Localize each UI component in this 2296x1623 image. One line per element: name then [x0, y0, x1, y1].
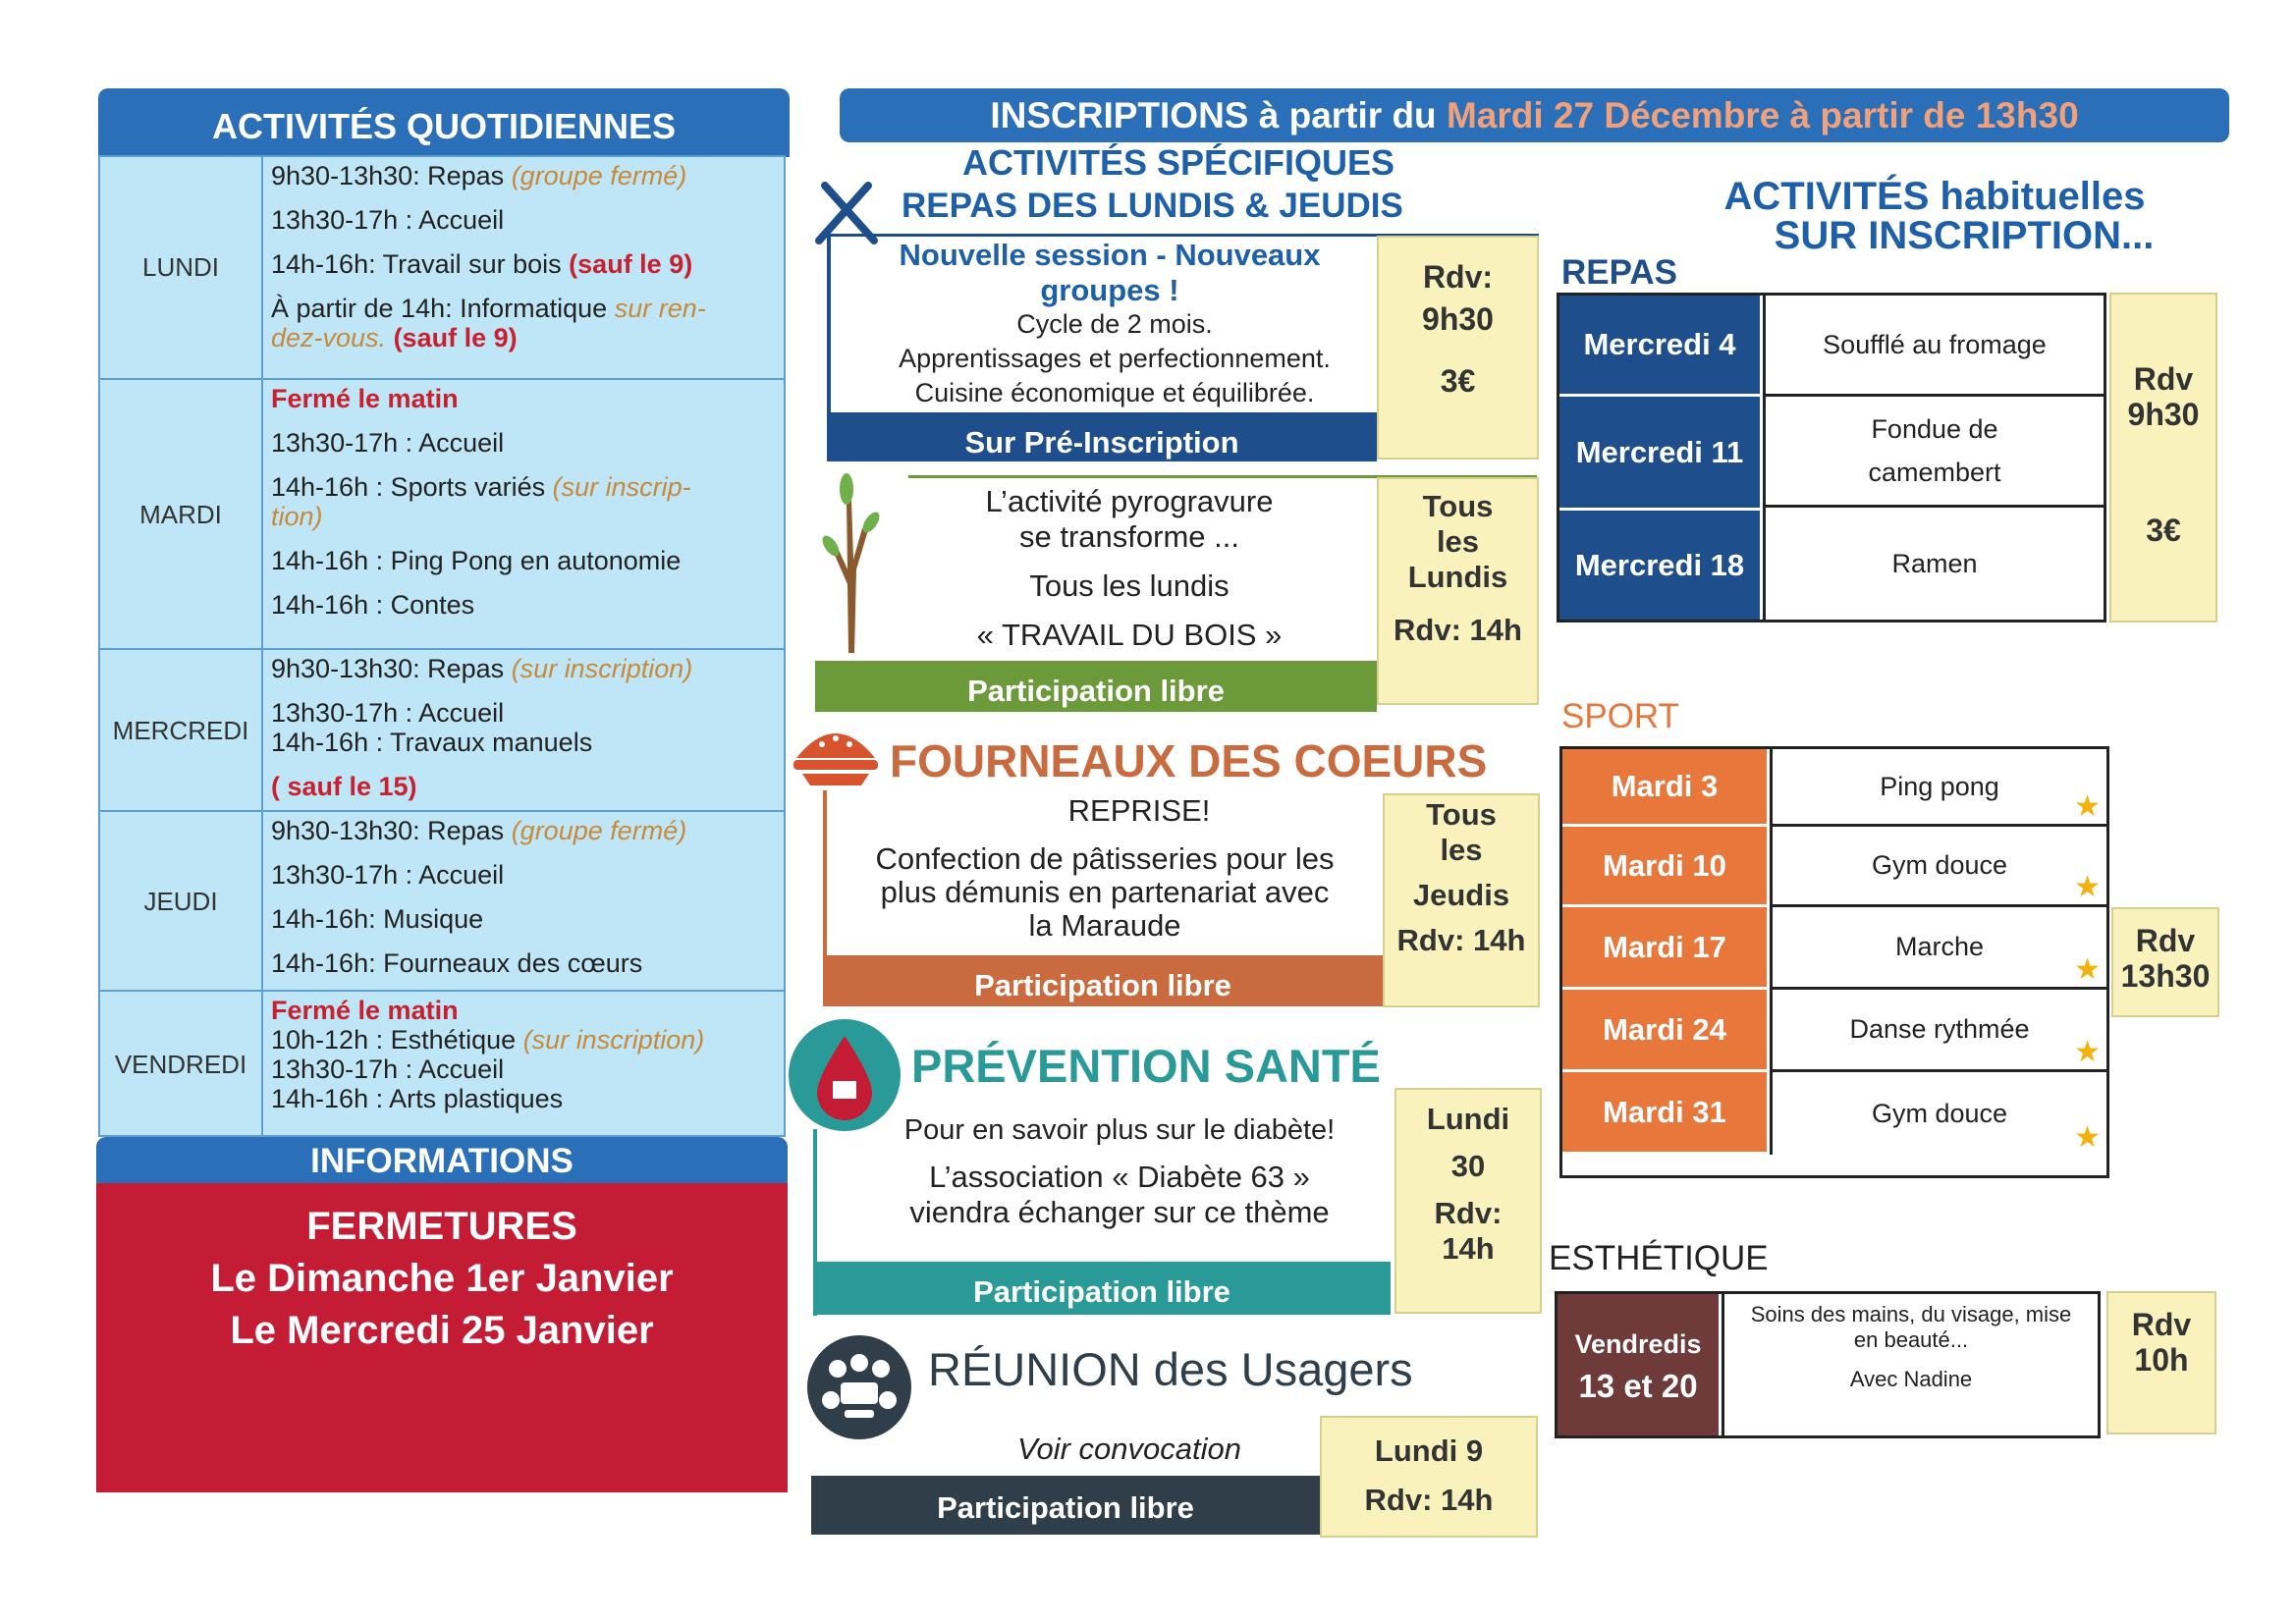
repas-subtitle: Nouvelle session - Nouveaux groupes !: [899, 238, 1321, 307]
repas-title: REPAS DES LUNDIS & JEUDIS: [902, 187, 1403, 225]
esthetique-rdv-box: Rdv 10h: [2106, 1291, 2216, 1434]
schedule-note: (groupe fermé): [511, 161, 687, 190]
day-row-mercredi: [100, 648, 784, 812]
esthetique-label: ESTHÉTIQUE: [1549, 1239, 1769, 1277]
schedule-note: tion): [271, 502, 323, 531]
meeting-icon: [805, 1333, 913, 1441]
pie-icon: [791, 719, 881, 787]
fermeture-line: Le Mercredi 25 Janvier: [230, 1309, 654, 1352]
schedule-exception: (sauf le 9): [569, 249, 693, 279]
sport-activity: Gym douce: [1871, 1098, 2008, 1128]
fourneaux-rdv-box: Tous les Jeudis Rdv: 14h: [1383, 793, 1540, 1007]
reunion-title: RÉUNION des Usagers: [928, 1343, 1413, 1395]
bois-rdv-box: Tous les Lundis Rdv: 14h: [1377, 477, 1539, 705]
star-icon: ★: [2074, 1121, 2101, 1154]
day-lines: [271, 992, 778, 1137]
schedule-line: [271, 654, 778, 683]
sport-activity: Danse rythmée: [1849, 1014, 2030, 1044]
schedule-line: [271, 904, 778, 934]
day-lines: [271, 380, 778, 650]
day-row-mardi: [100, 378, 784, 650]
repas-day-cell: Mercredi 11: [1559, 397, 1760, 508]
repas-description: Cycle de 2 mois. Apprentissages et perfectionnement. Cuisine économique et équilibrée.: [899, 309, 1331, 407]
repas-rdv-box: Rdv: 9h30 3€: [1377, 236, 1539, 460]
inscriptions-banner: [840, 88, 2229, 142]
schedule-exception: Fermé le matin: [271, 384, 459, 413]
schedule-line: [271, 948, 778, 978]
banner-date: Mardi 27 Décembre à partir de 13h30: [1446, 95, 2079, 135]
schedule-text: 9h30-13h30: Repas: [271, 161, 512, 190]
schedule-line: [271, 860, 778, 890]
sport-item-cell: [1770, 1072, 2106, 1155]
schedule-note: (sur inscrip-: [552, 472, 691, 502]
schedule-line: [271, 698, 778, 728]
day-label: MERCREDI: [100, 650, 263, 812]
schedule-line: [271, 428, 778, 458]
day-lines: [271, 812, 778, 992]
star-icon: ★: [2074, 871, 2101, 903]
repas-label: REPAS: [1561, 253, 1677, 292]
repas-day-cell: Mercredi 18: [1559, 511, 1760, 620]
schedule-line: [271, 728, 778, 757]
schedule-exception: (sauf le 9): [393, 323, 518, 352]
bois-bar: Participation libre: [815, 661, 1377, 712]
sport-day-cell: Mardi 24: [1562, 990, 1767, 1072]
schedule-note: (sur inscription): [522, 1025, 705, 1055]
schedule-line: [271, 1084, 778, 1113]
fourneaux-reprise: REPRISE!: [1067, 793, 1211, 828]
star-icon: ★: [2074, 1036, 2101, 1068]
schedule-line: [271, 161, 778, 190]
reunion-rdv-box: Lundi 9 Rdv: 14h: [1320, 1416, 1538, 1538]
schedule-text: 9h30-13h30: Repas: [271, 816, 512, 845]
schedule-line: [271, 502, 778, 531]
specific-activities-title: ACTIVITÉS SPÉCIFIQUES: [961, 142, 1395, 183]
schedule-line: [271, 205, 778, 235]
day-lines: [271, 157, 778, 378]
star-icon: ★: [2074, 790, 2101, 823]
fourneaux-description: Confection de pâtisseries pour les plus démunis en partenariat avec la Maraude: [875, 841, 1335, 943]
branch-icon: [817, 461, 886, 658]
schedule-line: [271, 1025, 778, 1055]
fermeture-line: Le Dimanche 1er Janvier: [210, 1257, 674, 1300]
sport-activity: Gym douce: [1871, 850, 2008, 880]
day-row-jeudi: [100, 810, 784, 992]
sport-day-cell: Mardi 31: [1562, 1072, 1767, 1155]
fermetures-box: [96, 1183, 788, 1492]
schedule-text: 9h30-13h30: Repas: [271, 654, 512, 683]
bois-description: L’activité pyrogravure se transforme ... Tous les lundis « TRAVAIL DU BOIS »: [976, 484, 1283, 652]
schedule-text: 13h30-17h : Accueil: [271, 1055, 505, 1084]
prevention-rdv-box: Lundi 30 Rdv: 14h: [1394, 1088, 1542, 1314]
informations-header: INFORMATIONS: [96, 1137, 788, 1186]
day-label: MARDI: [100, 380, 263, 650]
schedule-text: 14h-16h: Travail sur bois: [271, 249, 570, 279]
sport-activity: Marche: [1894, 932, 1985, 961]
fourneaux-title: FOURNEAUX DES COEURS: [890, 735, 1488, 786]
esthetique-day-cell: Vendredis 13 et 20: [1558, 1294, 1719, 1435]
schedule-text: 14h-16h : Sports variés: [271, 472, 553, 502]
sport-item-cell: [1770, 749, 2106, 827]
schedule-line: [271, 384, 778, 413]
schedule-line: [271, 472, 778, 502]
sport-day-cell: Mardi 3: [1562, 749, 1767, 827]
schedule-text: 14h-16h: Musique: [271, 904, 484, 934]
prevention-bar: Participation libre: [813, 1262, 1391, 1315]
schedule-line: [271, 546, 778, 575]
sport-activity: Ping pong: [1880, 771, 1999, 801]
schedule-text: 13h30-17h : Accueil: [271, 698, 505, 728]
schedule-text: 14h-16h : Travaux manuels: [271, 728, 593, 757]
repas-hab-rdv-box: Rdv 9h30 3€: [2109, 293, 2217, 622]
sport-day-cell: Mardi 10: [1562, 827, 1767, 907]
schedule-exception: ( sauf le 15): [271, 772, 417, 801]
schedule-exception: Fermé le matin: [271, 996, 459, 1025]
repas-bar: Sur Pré-Inscription: [827, 412, 1377, 461]
day-lines: [271, 650, 778, 812]
day-row-vendredi: [100, 990, 784, 1137]
sport-table: [1559, 746, 2109, 1178]
daily-schedule-table: [98, 155, 786, 1137]
schedule-line: [271, 996, 778, 1025]
fourneaux-bar: Participation libre: [823, 955, 1383, 1006]
repas-table: [1557, 293, 2106, 622]
star-icon: ★: [2074, 953, 2101, 986]
schedule-text: 13h30-17h : Accueil: [271, 860, 505, 890]
esthetique-item-cell: Soins des mains, du visage, mise en beauté... Avec Nadine: [1722, 1294, 2098, 1435]
schedule-line: [271, 1055, 778, 1084]
schedule-text: 13h30-17h : Accueil: [271, 205, 505, 235]
schedule-text: 14h-16h : Contes: [271, 590, 475, 620]
sport-item-cell: [1770, 990, 2106, 1072]
schedule-text: À partir de 14h: Informatique: [271, 294, 615, 323]
schedule-note: dez-vous.: [271, 323, 394, 352]
schedule-note: (sur inscription): [511, 654, 693, 683]
schedule-line: [271, 249, 778, 279]
schedule-text: 14h-16h : Arts plastiques: [271, 1084, 564, 1113]
esthetique-table: [1555, 1291, 2101, 1438]
sport-item-cell: [1770, 827, 2106, 907]
schedule-text: 13h30-17h : Accueil: [271, 428, 505, 458]
schedule-text: 10h-12h : Esthétique: [271, 1025, 523, 1055]
prevention-title: PRÉVENTION SANTÉ: [911, 1040, 1381, 1092]
repas-item-cell: Soufflé au fromage: [1763, 296, 2104, 394]
sport-rdv-box: Rdv 13h30: [2111, 907, 2219, 1017]
day-row-lundi: [100, 157, 784, 378]
day-label: LUNDI: [100, 157, 263, 378]
banner-prefix: INSCRIPTIONS à partir du: [990, 95, 1447, 135]
habituelles-title: ACTIVITÉS habituelles SUR INSCRIPTION...: [1723, 175, 2155, 257]
schedule-text: 14h-16h : Ping Pong en autonomie: [271, 546, 682, 575]
schedule-line: [271, 590, 778, 620]
schedule-line: [271, 816, 778, 845]
fermetures-title: FERMETURES: [306, 1205, 577, 1248]
sport-day-cell: Mardi 17: [1562, 907, 1767, 990]
day-label: JEUDI: [100, 812, 263, 992]
daily-activities-header: ACTIVITÉS QUOTIDIENNES: [98, 88, 790, 157]
prevention-description: Pour en savoir plus sur le diabète! L’association « Diabète 63 » viendra échanger sur ce thème: [903, 1114, 1336, 1229]
schedule-text: 14h-16h: Fourneaux des cœurs: [271, 948, 643, 978]
schedule-note: sur ren-: [614, 294, 706, 323]
schedule-note: (groupe fermé): [511, 816, 687, 845]
reunion-line: Voir convocation: [1016, 1432, 1242, 1466]
repas-day-cell: Mercredi 4: [1559, 296, 1760, 394]
repas-item-cell: Fondue de camembert: [1763, 394, 2104, 508]
sport-item-cell: [1770, 907, 2106, 990]
day-label: VENDREDI: [100, 992, 263, 1137]
repas-item-cell: Ramen: [1763, 508, 2104, 620]
schedule-line: [271, 294, 778, 323]
schedule-line: [271, 323, 778, 352]
schedule-line: [271, 772, 778, 801]
reunion-bar: Participation libre: [811, 1476, 1320, 1535]
sport-label: SPORT: [1561, 697, 1679, 735]
